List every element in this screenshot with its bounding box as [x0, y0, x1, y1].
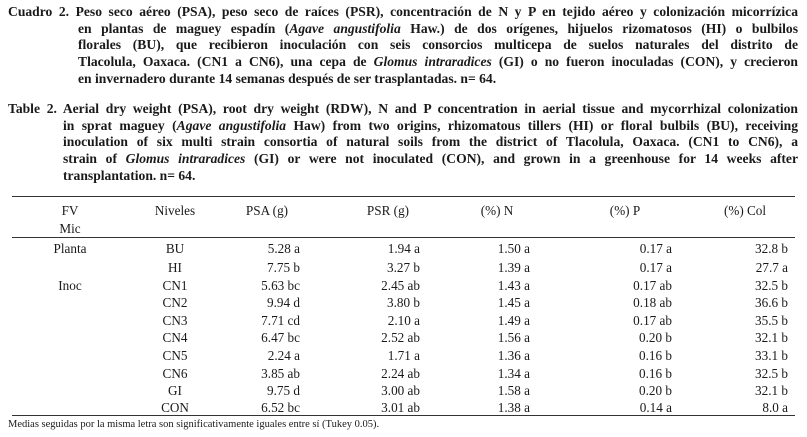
cell-psr: 1.71 a [387, 348, 420, 363]
header-col: (%) Col [723, 203, 767, 218]
cell-p: 0.18 ab [633, 295, 672, 310]
cell-niveles: BU [165, 241, 185, 256]
table-header-rule [12, 237, 795, 238]
cell-psa: 5.28 a [267, 241, 300, 256]
cell-p: 0.20 b [639, 383, 672, 398]
cell-n: 1.39 a [497, 260, 530, 275]
cell-n: 1.38 a [497, 400, 530, 415]
caption-text: Cuadro 2. Peso seco aéreo (PSA), peso seco de raíces (PSR), concentración de N y P en tejido aéreo y colonización micorrízica [8, 4, 798, 19]
caption-text: inoculation of six multi strain consortia of natural soils from the district of Tlacolula, Oaxaca. (CN1 to CN6), a [63, 134, 798, 150]
cell-col: 32.5 b [755, 366, 788, 381]
caption-line [8, 37, 798, 54]
caption-spanish [8, 4, 798, 88]
cell-col: 32.1 b [755, 330, 788, 345]
cell-psa: 9.94 d [267, 295, 300, 310]
cell-psr: 2.24 ab [381, 366, 420, 381]
caption-species-name: Agave angustifolia [289, 20, 401, 36]
caption-line [8, 71, 798, 88]
caption-line [8, 151, 798, 168]
cell-n: 1.45 a [497, 295, 530, 310]
cell-p: 0.17 a [639, 260, 672, 275]
caption-line [8, 54, 798, 71]
cell-niveles: CN5 [162, 348, 188, 363]
cell-col: 8.0 a [762, 400, 788, 415]
cell-psr: 2.10 a [387, 313, 420, 328]
cell-col: 27.7 a [755, 260, 788, 275]
cell-fv: Planta [53, 241, 87, 256]
cell-psa: 2.24 a [267, 348, 300, 363]
caption-text: (GI) or were not inoculated (CON), and grown in a greenhouse for 14 weeks after [245, 151, 798, 167]
cell-niveles: CN3 [162, 313, 188, 328]
cell-col: 32.5 b [755, 278, 788, 293]
caption-text: (GI) o no fueron inoculadas (CON), y crecieron [491, 54, 798, 70]
header-p: (%) P [609, 203, 641, 218]
cell-n: 1.56 a [497, 330, 530, 345]
cell-p: 0.16 b [639, 348, 672, 363]
header-fv-sub: Mic [59, 221, 81, 236]
cell-p: 0.17 ab [633, 313, 672, 328]
caption-species-name: Glomus intraradices [373, 54, 492, 70]
caption-text: Haw.) de dos orígenes, hijuelos rizomatosos (HI) o bulbilos [400, 20, 799, 36]
cell-n: 1.50 a [497, 241, 530, 256]
cell-p: 0.17 a [639, 241, 672, 256]
cell-n: 1.58 a [497, 383, 530, 398]
cell-col: 32.8 b [755, 241, 788, 256]
caption-text: transplantation. n= 64. [63, 167, 196, 183]
caption-text: in sprat maguey ( [63, 117, 177, 133]
caption-text: Haw) from two origins, rhizomatous tillers (HI) or floral bulbils (BU), receiving [286, 117, 799, 133]
cell-psr: 2.45 ab [381, 278, 420, 293]
cell-n: 1.49 a [497, 313, 530, 328]
cell-psa: 6.47 bc [261, 330, 300, 345]
cell-psr: 3.01 ab [381, 400, 420, 415]
caption-text: en invernadero durante 14 semanas después de ser trasplantadas. n= 64. [78, 70, 497, 86]
cell-psa: 7.75 b [267, 260, 300, 275]
cell-psr: 2.52 ab [381, 330, 420, 345]
caption-text: florales (BU), que recibieron inoculación con seis consorcios multicepa de suelos naturales del distrito de [78, 37, 798, 53]
cell-psa: 3.85 ab [261, 366, 300, 381]
cell-col: 33.1 b [755, 348, 788, 363]
cell-col: 36.6 b [755, 295, 788, 310]
cell-psa: 7.71 cd [261, 313, 300, 328]
caption-text: Table 2. Aerial dry weight (PSA), root dry weight (RDW), N and P concentration in aerial tissue and mycorrhizal colonization [8, 101, 798, 116]
caption-species-name: Agave angustifolia [176, 117, 287, 133]
caption-line [8, 101, 798, 118]
header-n: (%) N [480, 203, 514, 218]
caption-species-name: Glomus intraradices [125, 151, 246, 167]
cell-psa: 6.52 bc [261, 400, 300, 415]
cell-p: 0.16 b [639, 366, 672, 381]
header-psa: PSA (g) [245, 203, 289, 218]
cell-n: 1.34 a [497, 366, 530, 381]
cell-niveles: HI [168, 260, 182, 275]
caption-english [8, 101, 798, 185]
cell-psr: 3.80 b [387, 295, 420, 310]
cell-niveles: CN4 [162, 330, 188, 345]
caption-text: en plantas de maguey espadín ( [78, 20, 290, 36]
header-fv: FV [61, 203, 79, 218]
cell-niveles: CON [161, 400, 189, 415]
cell-psr: 1.94 a [387, 241, 420, 256]
table-top-rule [12, 196, 795, 197]
cell-p: 0.14 a [639, 400, 672, 415]
cell-psa: 5.63 bc [261, 278, 300, 293]
cell-p: 0.17 ab [633, 278, 672, 293]
cell-n: 1.43 a [497, 278, 530, 293]
cell-niveles: CN1 [162, 278, 188, 293]
caption-text: Tlacolula, Oaxaca. (CN1 a CN6), una cepa de [78, 54, 374, 70]
cell-col: 35.5 b [755, 313, 788, 328]
cell-niveles: CN2 [162, 295, 188, 310]
caption-line [8, 21, 798, 38]
header-niveles: Niveles [154, 203, 196, 218]
table-footnote: Medias seguidas por la misma letra son significativamente iguales entre sí (Tukey 0.05). [8, 419, 380, 430]
header-psr: PSR (g) [366, 203, 410, 218]
cell-n: 1.36 a [497, 348, 530, 363]
cell-p: 0.20 b [639, 330, 672, 345]
cell-niveles: CN6 [162, 366, 188, 381]
caption-line [8, 134, 798, 151]
caption-text: strain of [63, 151, 126, 167]
caption-line [8, 4, 798, 21]
cell-col: 32.1 b [755, 383, 788, 398]
caption-line [8, 168, 798, 185]
cell-niveles: GI [168, 383, 182, 398]
cell-psr: 3.27 b [387, 260, 420, 275]
table-bottom-rule [12, 415, 795, 416]
cell-psa: 9.75 d [267, 383, 300, 398]
cell-fv: Inoc [58, 278, 82, 293]
cell-psr: 3.00 ab [381, 383, 420, 398]
caption-line [8, 118, 798, 135]
